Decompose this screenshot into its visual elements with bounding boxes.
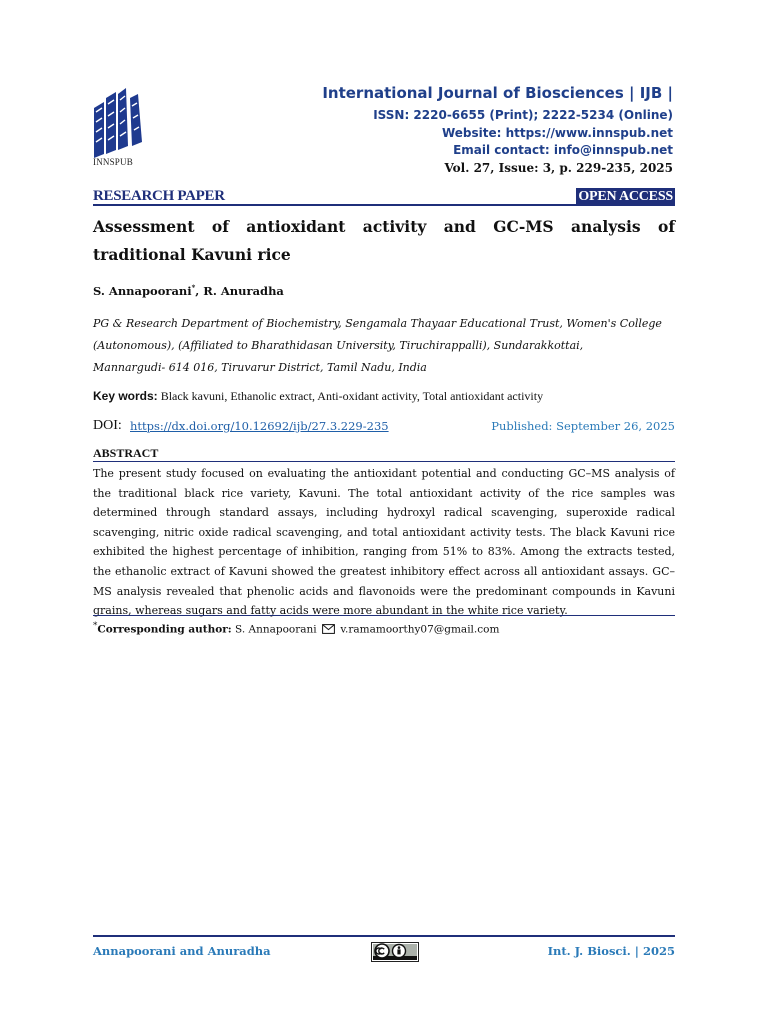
author-list xyxy=(93,283,284,298)
abstract-heading: ABSTRACT xyxy=(93,446,159,460)
email-line[interactable]: Email contact: info@innspub.net xyxy=(453,143,673,157)
affiliation xyxy=(93,313,675,379)
doi-label: DOI: xyxy=(93,418,122,433)
abstract-bottom-rule xyxy=(93,615,675,616)
author-2: , R. Anuradha xyxy=(195,283,284,298)
keywords-label: Key words: xyxy=(93,389,158,403)
doi-link[interactable]: https://dx.doi.org/10.12692/ijb/27.3.229-235 xyxy=(130,419,389,433)
corresponding-author xyxy=(93,621,499,636)
corresponding-mark: * xyxy=(191,283,196,292)
volume-line: Vol. 27, Issue: 3, p. 229-235, 2025 xyxy=(444,161,673,175)
journal-title: International Journal of Biosciences | IJB | xyxy=(322,84,673,102)
author-1: S. Annapoorani xyxy=(93,283,192,298)
footer-journal: Int. J. Biosci. | 2025 xyxy=(547,944,675,958)
keywords-list: Black kavuni, Ethanolic extract, Anti-oxidant activity, Total antioxidant activity xyxy=(160,389,544,403)
article-title: Assessment of antioxidant activity and GC-MS analysis of traditional Kavuni rice xyxy=(93,217,675,264)
affiliation-line-1: PG & Research Department of Biochemistry, Sengamala Thayaar Educational Trust, Women's College xyxy=(93,317,662,330)
abstract-text: The present study focused on evaluating the antioxidant potential and conducting GC–MS analysis of the traditional black rice variety, Kavuni. The total antioxidant activity of the rice samples was determined through standard assays, including hydroxyl radical scavenging, superoxide radical scavenging, nitric oxide radical scavenging, and total antioxidant activity tests. The black Kavuni rice exhibited the highest percentage of inhibition, ranging from 51% to 83%. Among the extracts tested, the ethanolic extract of Kavuni showed the greatest inhibitory effect across all antioxidant assays. GC–MS analysis revealed that phenolic acids and flavonoids were the predominant compounds in Kavuni grains, whereas sugars and fatty acids were more abundant in the white rice variety. xyxy=(93,467,675,618)
keywords xyxy=(93,389,543,404)
footer-rule xyxy=(93,935,675,937)
corresponding-author-email[interactable]: v.ramamoorthy07@gmail.com xyxy=(340,623,500,636)
cc-by-icon xyxy=(371,942,419,962)
corresponding-author-name: S. Annapoorani xyxy=(235,623,317,636)
corresponding-author-label: Corresponding author: xyxy=(97,623,232,636)
doi-row xyxy=(93,418,675,436)
open-access-badge: OPEN ACCESS xyxy=(578,189,673,204)
publisher-name: INNSPUB xyxy=(93,157,133,167)
corresponding-footnote-mark: * xyxy=(93,621,98,631)
innspub-logo-icon xyxy=(92,88,148,168)
published-date: Published: September 26, 2025 xyxy=(491,419,675,433)
affiliation-line-2: (Autonomous), (Affiliated to Bharathidasan University, Tiruchirappalli), Sundarakkottai, xyxy=(93,339,584,352)
website-line[interactable]: Website: https://www.innspub.net xyxy=(441,126,673,140)
article-type-label: RESEARCH PAPER xyxy=(93,188,225,204)
article-type-bar xyxy=(93,188,675,206)
abstract-top-rule xyxy=(93,461,675,462)
footer-authors: Annapoorani and Anuradha xyxy=(93,944,271,958)
issn-line: ISSN: 2220-6655 (Print); 2222-5234 (Online) xyxy=(373,108,673,122)
affiliation-line-3: Mannargudi- 614 016, Tiruvarur District, Tamil Nadu, India xyxy=(93,361,427,374)
mail-icon xyxy=(322,624,335,634)
